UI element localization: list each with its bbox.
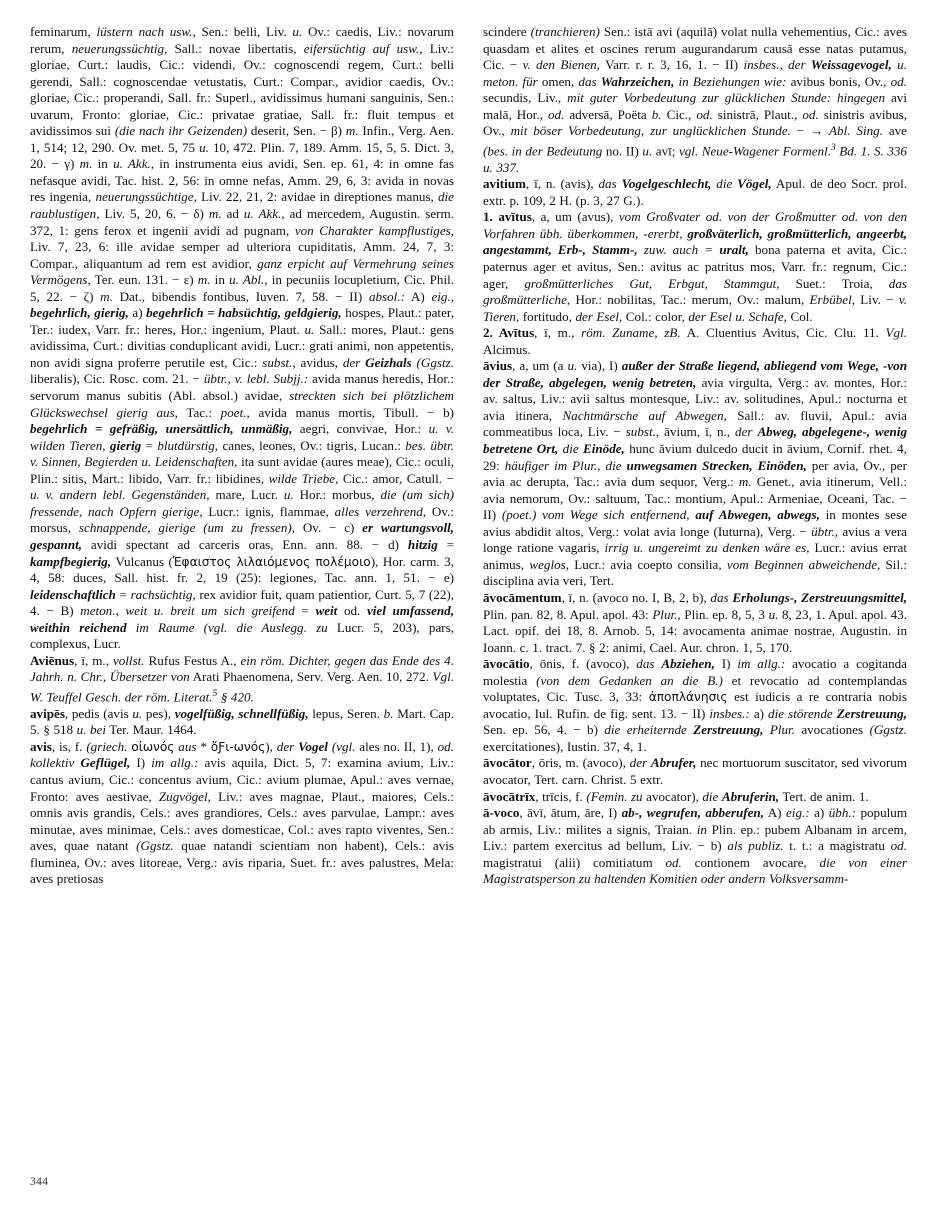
dictionary-entry: avipēs, pedis (avis u. pes), vogelfüßig, schnellfüßig, lepus, Seren. b. Mart. Cap. 5. § 518 u. bei Ter. Maur. 1464. [30,705,454,738]
dictionary-entry: 2. Avītus, ī, m., röm. Zuname, zB. A. Cluentius Avitus, Cic. Clu. 11. Vgl. Alcimus. [483,325,907,357]
dictionary-entry: āvocātor, ōris, m. (avoco), der Abrufer, nec mortuorum suscitator, sed vivorum avocator, Tert. carn. Christ. 5 extr. [483,755,907,787]
right-column [483,24,907,1154]
two-column-text-body [30,24,907,1154]
page-number: 344 [30,1176,49,1188]
dictionary-entry: āvocāmentum, ī, n. (avoco no. I, B, 2, b), das Erholungs-, Zerstreuungsmittel, Plin. pan. 82, 8. Apul. apol. 43: Plur., Plin. ep. 8, 5, 3 u. 8, 23, 1. Apul. apol. 43. Lact. opif. dei 18, 8. Arnob. 5, 14: avocamenta animae nostrae, Augustin. in Ioann. c. 1. tract. 7. § 2: animi, Cael. Aur. chron. 1, 5, 170. [483,589,907,655]
dictionary-entry: avitium, ī, n. (avis), das Vogelgeschlecht, die Vögel, Apul. de deo Socr. prol. extr. p. 109, 2 H. (p. 3, 27 G.). [483,176,907,208]
dictionary-entry: ā-voco, āvī, ātum, āre, I) ab-, wegrufen, abberufen, A) eig.: a) übh.: populum ab armis, Liv.: milites a signis, Traian. in Plin. ep.: pubem Albanam in arcem, Liv.: partem exercitus ad bellum, Liv. − b) als publiz. t. t.: a magistratu od. magistratui (alii) comitiatum od. contionem avocare, die von einer Magistratsperson zu haltenden Komitien oder andern Volksversamm- [483,805,908,887]
dictionary-entry: āvocātio, ōnis, f. (avoco), das Abziehen, I) im allg.: avocatio a cogitanda molestia (von dem Gedanken an die B.) et revocatio ad contemplandas voluptates, Cic. Tusc. 3, 33: ἀποπλάνησις est iudicis a re contraria nobis avocatio, Iul. Rufin. de fig. sent. 13. − II) insbes.: a) die störende Zerstreuung, Sen. ep. 56, 4. − b) die erheiternde Zerstreuung, Plur. avocationes (Ggstz. exercitationes), Iustin. 37, 4, 1. [483,656,908,754]
dictionary-entry: āvocātrīx, trīcis, f. (Femin. zu avocator), die Abruferin, Tert. de anim. 1. [483,788,869,804]
left-column [30,24,454,1154]
dictionary-entry: 1. avītus, a, um (avus), vom Großvater od. von der Großmutter od. von den Vorfahren übh. überkommen, -ererbt, großväterlich, großmütterlich, angeerbt, angestammt, Erb-, Stamm-, zuw. auch = uralt, bona paterna et avita, Cic.: paternus ager et avitus, Sen.: avitus ac patritus mos, Varr. fr.: regnum, Cic.: ager, großmütterliches Gut, Erbgut, Stammgut, Suet.: Troia, das großmütterliche, Hor.: nobilitas, Tac.: merum, Ov.: malum, Erbübel, Liv. − v. Tieren, fortitudo, der Esel, Col.: color, der Esel u. Schafe, Col. [483,209,907,324]
dictionary-entry: Aviēnus, ī, m., vollst. Rufus Festus A., ein röm. Dichter, gegen das Ende des 4. Jahrh. n. Chr., Übersetzer von Arati Phaenomena, Serv. Verg. Aen. 10, 272. Vgl. W. Teuffel Gesch. der röm. Literat.$^5$ § 420. [30,652,454,705]
dictionary-entry: feminarum, lüstern nach usw., Sen.: belli, Liv. u. Ov.: caedis, Liv.: novarum rerum, neuerungssüchtig, Sall.: novae libertatis, eifersüchtig auf usw., Liv.: gloriae, Curt.: laudis, Cic.: videndi, Ov.: cognoscendi regem, Curt.: belli gerendi, Sall.: cognoscendae vetustatis, Curt.: Compar., avidior caedis, Ov.: gloriae, Cic.: properandi, Sall. fr.: Superl., avidissimus humani sanguinis, Sen.: uvarum, Fronto: gloriae, Cic.: privatae gratiae, Sall. fr.: fluit tempus et avidissimos sui (die nach ihr Geizenden) deserit, Sen. − β) m. Infin., Verg. Aen. 1, 514; 12, 290. Ov. met. 5, 75 u. 10, 472. Plin. 7, 189. Amm. 15, 5, 5. Dict. 3, 20. − γ) m. in u. Akk., in instrumenta eius avidi, Sen. ep. 61, 4: in omne fas nefasque avidi, Tac. hist. 2, 56: in omne nefas, Amm. 29, 6, 3: avida in novas res ingenia, neuerungssüchtige, Liv. 22, 21, 2: avidae in direptiones manus, die raublustigen, Liv. 5, 20, 6. − δ) m. ad u. Akk., ad mercedem, Augustin. serm. 372, 1: gens ferox et ingenii avidi ad pugnam, von Charakter kampflustiges, Liv. 7, 23, 6: ille avidae semper ad ulteriora cupiditatis, Amm. 24, 7, 3: Compar., aliquantum ad rem est avidior, ganz erpicht auf Vermehrung seines Vermögens, Ter. eun. 131. − ε) m. in u. Abl., in pecuniis locupletium, Cic. Phil. 5, 22. − ζ) m. Dat., bibendis fontibus, Iuven. 7, 58. − II) absol.: A) eig., begehrlich, gierig, a) begehrlich = habsüchtig, geldgierig, hospes, Plaut.: pater, Ter.: iudex, Varr. fr.: heres, Hor.: ingenium, Plaut. u. Sall.: mores, Plaut.: gens avidissima, Curt.: divitias conduplicant avidi, Lucr.: grati animi, non appetentis, non avidi signa proferre perutile est, Cic.: subst., avidus, der Geizhals (Ggstz. liberalis), Cic. Rosc. com. 21. − übtr., v. lebl. Subjj.: avida manus heredis, Hor.: servorum manus subitis (Abl. absol.) avidae, streckten sich bei plötzlichem Glückswechsel gierig aus, Tac.: poet., avida manus mortis, Tibull. − b) begehrlich = gefräßig, unersättlich, unmäßig, aegri, convivae, Hor.: u. v. wilden Tieren, gierig = blutdürstig, canes, leones, Ov.: tigris, Lucan.: bes. übtr. v. Sinnen, Begierden u. Leidenschaften, ita sunt avidae (aures meae), Cic.: oculi, Plin.: sitis, Mart.: libido, Varr. fr.: libidines, wilde Triebe, Cic.: amor, Catull. − u. v. andern lebl. Gegenständen, mare, Lucr. u. Hor.: morbus, die (um sich) fressende, nach Opfern gierige, Lucr.: ignis, flammae, alles verzehrend, Ov.: morsus, schnappende, gierige (um zu fressen), Ov. − c) er wartungsvoll, gespannt, avidi spectant ad carceris oras, Enn. ann. 88. − d) hitzig = kampfbegierig, Vulcanus (Ἑφαιστος λιλαιόμενος πολέμοιο), Hor. carm. 3, 4, 58: duces, Sall. hist. fr. 2, 19 (25): legiones, Tac. ann. 1, 51. − e) leidenschaftlich = rachsüchtig, rex avidior fuit, quam patientior, Curt. 5, 7 (22), 4. − B) meton., weit u. breit um sich greifend = weit od. viel umfassend, weithin reichend im Raume (vgl. die Auslegg. zu Lucr. 5, 203), pars, complexus, Lucr. [30,24,455,652]
dictionary-entry: avis, is, f. (griech. οἰωνός aus * ὄƑι-ωνός), der Vogel (vgl. ales no. II, 1), od. kollektiv Geflügel, I) im allg.: avis aquila, Dict. 5, 7: examina avium, Liv.: cantus avium, Cic.: concentus avium, Cic.: avium plumae, Apul.: aves vernae, Fronto: aves aestivae, Zugvögel, Liv.: aves magnae, Plaut., maiores, Cels.: omnis avis grandis, Cels.: aves grandiores, Cels.: aves parvulae, Lampr.: aves minutae, aves minimae, Cels.: aves domesticae, Col.: aves rapto viventes, Sen.: aves, quae natant (Ggstz. quae natandi scientiam non habent), Cels.: avis fluminea, Ov.: aves litoreae, Verg.: avis riparia, Suet. fr.: aves palustres, Mela: aves pretiosas [30,738,455,887]
dictionary-entry: āvius, a, um (a u. via), I) außer der Straße liegend, abliegend vom Wege, -von der Straße, abgelegen, wenig betreten, avia virgulta, Verg.: av. montes, Hor.: av. saltus, Liv.: avii saltus montesque, Liv.: av. solitudines, Apul.: nocturna et avia itinera, Nachtmärsche auf Abwegen, Sall.: av. fluvii, Apul.: avia commeatibus loca, Liv. − subst., āvium, ī, n., der Abweg, abgelegene-, wenig betretene Ort, die Einöde, hunc ăvium dulcedo ducit in āvium, Cornif. rhet. 4, 29: häufiger im Plur., die unwegsamen Strecken, Einöden, per avia, Ov., per avia ac derupta, Tac.: avia dum sequor, Verg.: m. Genet., avia itinerum, Vell.: avia nemorum, Ov.: saltuum, Tac.: montium, Apul.: Armeniae, Oceani, Tac. − II) (poet.) vom Wege sich entfernend, auf Abwegen, abwegs, in montes sese avius abdidit altos, Verg.: volat avia longe (Iuturna), Verg. − übtr., avius a vera longe ratione vagaris, irrig u. ungereimt zu denken wäre es, Lucr.: avius errat animus, weglos, Lucr.: avia coepto consilia, vom Beginnen abweichende, Sil.: disciplina avia veri, Tert. [483,358,908,589]
dictionary-entry: scindere (tranchieren) Sen.: istā avi (aquilā) volat nulla vehementius, Cic.: aves quasdam et alites et oscines rerum augurandarum causā esse natas putamus, Cic. − v. den Bienen, Varr. r. r. 3, 16, 1. − II) insbes., der Weissagevogel, u. meton. für omen, das Wahrzeichen, in Beziehungen wie: avibus bonis, Ov., od. secundis, Liv., mit guter Vorbedeutung zur glücklichen Stunde: hingegen avi malā, Hor., od. adversā, Poëta b. Cic., od. sinistrā, Plaut., od. sinistris avibus, Ov., mit böser Vorbedeutung, zur unglücklichen Stunde. − → Abl. Sing. ave (bes. in der Bedeutung no. II) u. avī; vgl. Neue-Wagener Formenl.$^3$ Bd. 1. S. 336 u. 337. [483,24,907,175]
